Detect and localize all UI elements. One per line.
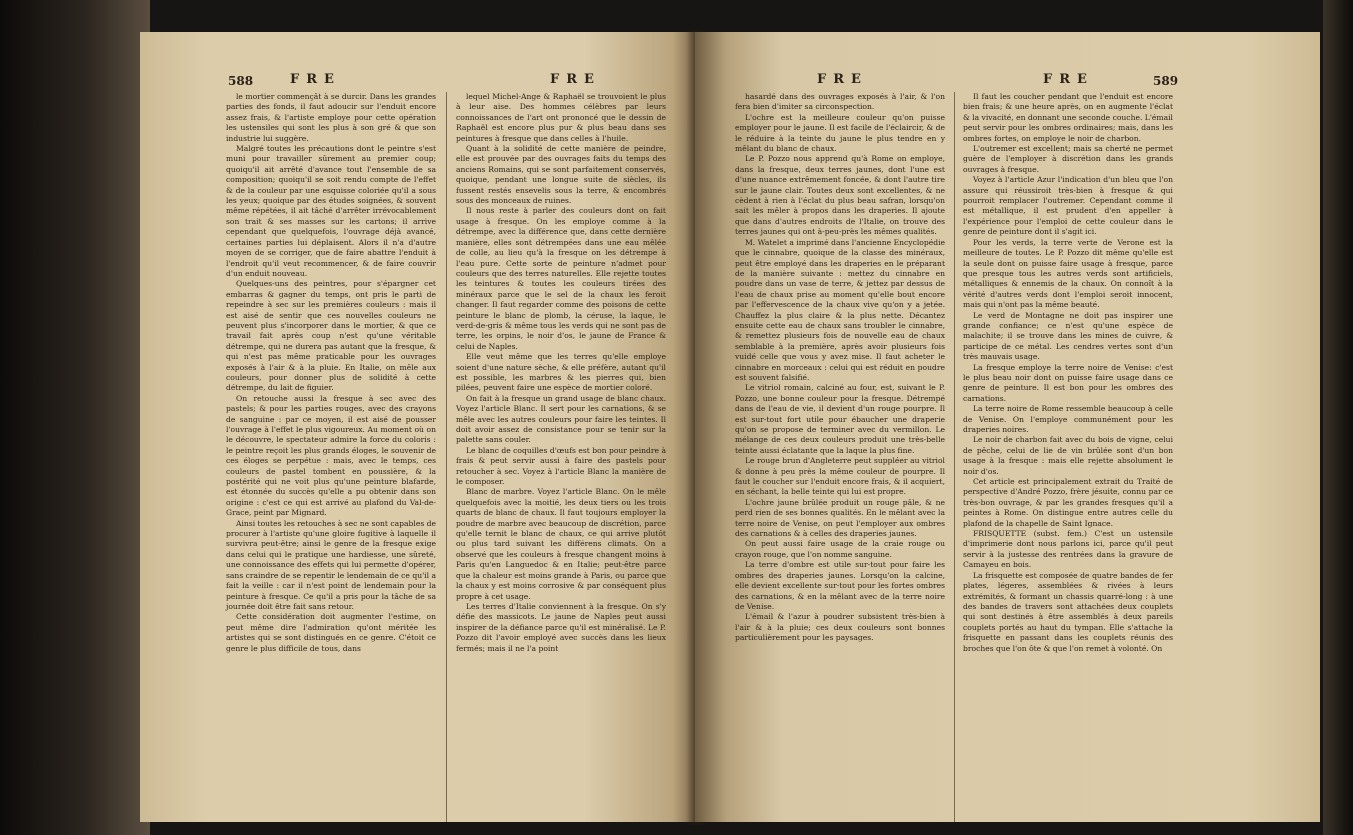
paragraph: Le P. Pozzo nous apprend qu'à Rome on employe, dans la fresque, deux terres jaunes, dont l'une est d'une nuance extrêmement foncée, & dont l'autre tire sur le jaune clair. Toutes deux sont excellentes, & ne cèdent à rien à l'éclat du plus beau safran, lorsqu'on sait les mêler à propos dans les draperies. Il ajoute que dans d'autres endroits de l'Italie, on trouve des terres jaunes qui ont à-peu-près les mêmes qualités. <box>735 154 945 237</box>
right-page-column-1 <box>735 92 945 644</box>
paragraph: M. Watelet a imprimé dans l'ancienne Encyclopédie que le cinnabre, quoique de la classe des minéraux, peut être employé dans les draperies en le préparant de la manière suivante : mettez du cinnabre en poudre dans un vase de terre, & jettez par dessus de l'eau de chaux prise au moment qu'elle bout encore par l'effervescence de la chaux vive qu'on y a jetée. Chauffez la plus claire & la plus nette. Décantez ensuite cette eau de chaux sans troubler le cinnabre, & remettez plusieurs fois de nouvelle eau de chaux semblable à la première, après avoir plusieurs fois vuidé celle que vous y avez mise. Il faut acheter le cinnabre en morceaux : celui qui est réduit en poudre est souvent falsifié. <box>735 237 945 382</box>
running-header-right-2: FRE <box>1043 72 1094 87</box>
paragraph: Malgré toutes les précautions dont le peintre s'est muni pour travailler sûrement au premier coup; quoiqu'il ait arrêté d'avance tout l'ensemble de sa composition; quoiqu'il se soit rendu compte de l'effet & de la couleur par une esquisse coloriée qu'il a sous les yeux; quoique par des études soignées, & souvent même répétées, il ait tâché d'arrêter irrévocablement son trait & ses masses sur les cartons; il arrive cependant que quelquefois, l'ouvrage déjà avancé, certaines parties lui déplaisent. Alors il n'a d'autre moyen de se corriger, que de faire abattre l'enduit à l'endroit qu'il veut recommencer, & de faire couvrir d'un enduit nouveau. <box>226 144 436 278</box>
paragraph: Il nous reste à parler des couleurs dont on fait usage à fresque. On les employe comme à la détrempe, avec la différence que, dans cette dernière manière, elles sont détrempées dans une eau mêlée de colle, au lieu qu'à la fresque on les détrempe à l'eau pure. Cette sorte de peinture n'admet pour couleurs que des terres naturelles. Elle rejette toutes les teintures & toutes les couleurs tirées des minéraux parce que le sel de la chaux les feroit changer. Il faut regarder comme des poisons de cette peinture le blanc de plomb, la céruse, la laque, le verd-de-gris & même tous les verds qui ne sont pas de terre, les orpins, le noir d'os, le jaune de France & celui de Naples. <box>456 206 666 351</box>
paragraph: L'outremer est excellent; mais sa cherté ne permet guère de l'employer à discrétion dans les grands ouvrages à fresque. <box>963 144 1173 174</box>
paragraph: La frisquette est composée de quatre bandes de fer plates, légeres, assemblées & rivées à leurs extrémités, & formant un chassis quarré-long : à une des bandes de travers sont attachées deux couplets qui sont destinés à être assemblés à deux pareils couplets portés au haut du tympan. Elle s'attache la frisquette en passant dans les couplets réunis des broches que l'on ôte & que l'on remet à volonté. On <box>963 570 1173 653</box>
running-header-left-2: FRE <box>550 72 601 87</box>
paragraph: Il faut les coucher pendant que l'enduit est encore bien frais; & une heure après, on en augmente l'éclat & la vivacité, en donnant une seconde couche. L'émail peut servir pour les ombres ordinaires; mais, dans les ombres fortes, on employe le noir de charbon. <box>963 92 1173 143</box>
right-page <box>695 32 1320 822</box>
running-header-right-1: FRE <box>817 72 868 87</box>
paragraph: Quant à la solidité de cette manière de peindre, elle est prouvée par des ouvrages faits du temps des anciens Romains, qui se sont parfaitement conservés, quoique, pendant une longue suite de siècles, ils fussent restés ensevelis sous la terre, & encombrés sous des monceaux de ruines. <box>456 144 666 206</box>
paragraph: Cette considération doit augmenter l'estime, on peut même dire l'admiration qu'ont méritée les artistes qui se sont distingués en ce genre. C'étoit ce genre le plus difficile de tous, dans <box>226 612 436 653</box>
paragraph: Elle veut même que les terres qu'elle employe soient d'une nature sèche, & elle préfère, autant qu'il est possible, les marbres & les pierres qui, bien pilées, peuvent faire une espèce de mortier coloré. <box>456 352 666 393</box>
paragraph: L'ochre est la meilleure couleur qu'on puisse employer pour le jaune. Il est facile de l'éclaircir, & de le réduire à la teinte du jaune le plus tendre en y mêlant du blanc de chaux. <box>735 112 946 154</box>
paragraph: La fresque employe la terre noire de Venise: c'est le plus beau noir dont on puisse faire usage dans ce genre de peinture. Il est bon pour les ombres des carnations. <box>963 362 1173 403</box>
paragraph: L'émail & l'azur à poudrer subsistent très-bien à l'air & à la pluie; ces deux couleurs sont bonnes particulièrement pour les paysages. <box>735 612 945 643</box>
paragraph: La terre noire de Rome ressemble beaucoup à celle de Venise. On l'employe communément pour les draperies noires. <box>963 404 1173 434</box>
page-number-right: 589 <box>1153 74 1179 88</box>
paragraph: Le noir de charbon fait avec du bois de vigne, celui de pêche, celui de lie de vin brûlée sont d'un bon usage à la fresque : mais elle rejette absolument le noir d'os. <box>963 435 1173 476</box>
page-number-left: 588 <box>228 74 254 88</box>
column-rule-left <box>446 92 447 822</box>
paragraph: Ainsi toutes les retouches à sec ne sont capables de procurer à l'artiste qu'une gloire fugitive à laquelle il survivra peut-être; ainsi le genre de la fresque exige dans celui qui le pratique une hardiesse, une sûreté, une connoissance des effets qui lui permette d'opérer, sans craindre de se repentir le lendemain de ce qu'il a fait la veille : car il n'est point de lendemain pour la peinture à fresque. Ce qu'il a pris pour la tâche de sa journée doit être fait sans retour. <box>226 518 436 611</box>
column-rule-right <box>954 92 955 822</box>
right-cover-edge <box>1323 0 1353 835</box>
paragraph: Voyez à l'article Azur l'indication d'un bleu que l'on assure qui réussiroit très-bien à fresque & qui pourroit remplacer l'outremer. Cependant comme il est métallique, il est prudent d'en appeller à l'expérience pour l'emploi de cette couleur dans le genre de peinture dont il s'agit ici. <box>963 175 1173 237</box>
paragraph: On fait à la fresque un grand usage de blanc chaux. Voyez l'article Blanc. Il sert pour les carnations, & se mêle avec les autres couleurs pour faire les teintes. Il doit avoir assez de consistance pour se tenir sur la palette sans couler. <box>456 393 666 445</box>
left-cover-edge <box>0 0 150 835</box>
paragraph: Pour les verds, la terre verte de Verone est la meilleure de toutes. Le P. Pozzo dit même qu'elle est la seule dont on puisse faire usage à fresque, parce que presque tous les autres verds sont artificiels, métalliques & ennemis de la chaux. On connoît à la vérité d'autres verds dont l'emploi seroit innocent, mais qui n'ont pas la même beauté. <box>963 237 1173 310</box>
paragraph: le mortier commençât à se durcir. Dans les grandes parties des fonds, il faut adoucir sur l'enduit encore assez frais, & l'artiste employe pour cette opération les ustensiles qui sont les plus à son gré & que son industrie lui suggère. <box>226 92 436 143</box>
paragraph: Le blanc de coquilles d'œufs est bon pour peindre à frais & peut servir aussi à faire des pastels pour retoucher à sec. Voyez à l'article Blanc la manière de le composer. <box>456 445 666 487</box>
running-header-left-1: FRE <box>290 72 341 87</box>
paragraph: L'ochre jaune brûlée produit un rouge pâle, & ne perd rien de ses bonnes qualités. En le mêlant avec la terre noire de Venise, on peut l'employer aux ombres des carnations & à celles des draperies jaunes. <box>735 497 945 539</box>
paragraph: Cet article est principalement extrait du Traité de perspective d'André Pozzo, frère jésuite, connu par ce très-bon ouvrage, & par les grandes fresques qu'il a peintes à Rome. On distingue entre autres celle du plafond de la chapelle de Saint Ignace. <box>963 477 1173 528</box>
paragraph: lequel Michel-Ange & Raphaël se trouvoient le plus à leur aise. Des hommes célèbres par leurs connoissances de l'art ont prononcé que le dessin de Raphaël est encore plus pur & plus beau dans ses peintures à fresque que dans celles à l'huile. <box>456 92 666 143</box>
paragraph: Le verd de Montagne ne doit pas inspirer une grande confiance; ce n'est qu'une espèce de malachite; il se trouve dans les mines de cuivre, & participe de ce métal. Les cendres vertes sont d'un très mauvais usage. <box>963 310 1173 362</box>
paragraph: On peut aussi faire usage de la craie rouge ou crayon rouge, que l'on nomme sanguine. <box>735 539 945 559</box>
paragraph: La terre d'ombre est utile sur-tout pour faire les ombres des draperies jaunes. Lorsqu'on la calcine, elle devient excellente sur-tout pour les fortes ombres des carnations, & en la mêlant avec de la terre noire de Venise. <box>735 560 945 611</box>
paragraph: Les terres d'Italie conviennent à la fresque. On s'y défie des massicots. Le jaune de Naples peut aussi inspirer de la défiance parce qu'il est minéralisé. Le P. Pozzo dit l'avoir employé avec succès dans les lieux fermés; mais il ne l'a point <box>456 601 666 653</box>
paragraph: Blanc de marbre. Voyez l'article Blanc. On le mêle quelquefois avec la moitié, les deux tiers ou les trois quarts de blanc de chaux. Il faut toujours employer la poudre de marbre avec beaucoup de discrétion, parce qu'elle ternit le blanc de chaux, ce qui arrive plutôt ou plus tard suivant les différens climats. On a observé que les couleurs à fresque changent moins à Paris qu'en Languedoc & en Italie; peut-être parce que la chaleur est moins grande à Paris, ou parce que la chaux y est moins corrosive & par conséquent plus propre à cet usage. <box>456 487 666 601</box>
paragraph: FRISQUETTE (subst. fem.) C'est un ustensile d'imprimerie dont nous parlons ici, parce qu'il peut servir à la justesse des rentrées dans la gravure de Camayeu en bois. <box>963 529 1173 570</box>
paragraph: hasardé dans des ouvrages exposés à l'air, & l'on fera bien d'imiter sa circonspection. <box>735 92 945 112</box>
left-page-column-1 <box>226 92 436 654</box>
right-page-column-2 <box>963 92 1173 654</box>
paragraph: On retouche aussi la fresque à sec avec des pastels; & pour les parties rouges, avec des crayons de sanguine : par ce moyen, il est aisé de pousser l'ouvrage à l'effet le plus vigoureux. Au moment où on le découvre, le spectateur admire la force du coloris : le peintre reçoit les plus grands éloges, le souvenir de ces éloges se perpétue : mais, avec le temps, ces couleurs de pastel tombent en poussière, & la postérité qui ne voit plus qu'une peinture blafarde, est étonnée du succès qu'elle a pu obtenir dans son origine : c'est ce qui est arrivé au plafond du Val-de-Grace, peint par Mignard. <box>226 393 436 518</box>
paragraph: Le rouge brun d'Angleterre peut suppléer au vitriol & donne à peu près la même couleur de pourpre. Il faut le coucher sur l'enduit encore frais, & il acquiert, en séchant, la belle teinte qui lui est propre. <box>735 456 945 497</box>
paragraph: Le vitriol romain, calciné au four, est, suivant le P. Pozzo, une bonne couleur pour la fresque. Détrempé dans de l'eau de vie, il devient d'un rouge pourpre. Il est sur-tout fort utile pour ébaucher une draperie qu'on se propose de terminer avec du vermillon. Le mélange de ces deux couleurs produit une très-belle teinte aussi éclatante que la laque la plus fine. <box>735 383 945 455</box>
left-page-column-2 <box>456 92 666 654</box>
left-page <box>140 32 695 822</box>
paragraph: Quelques-uns des peintres, pour s'épargner cet embarras & gagner du temps, ont pris le parti de repeindre à sec sur les premières couleurs : mais il est aisé de sentir que ces nouvelles couleurs ne peuvent plus s'incorporer dans le mortier, & que ce travail fait après coup n'est qu'une véritable détrempe, qui ne durera pas autant que la fresque, & qui n'est pas même praticable pour les ouvrages exposés à l'air & à la pluie. En Italie, on mêle aux couleurs, pour donner plus de solidité à cette détrempe, du lait de figuier. <box>226 279 436 393</box>
